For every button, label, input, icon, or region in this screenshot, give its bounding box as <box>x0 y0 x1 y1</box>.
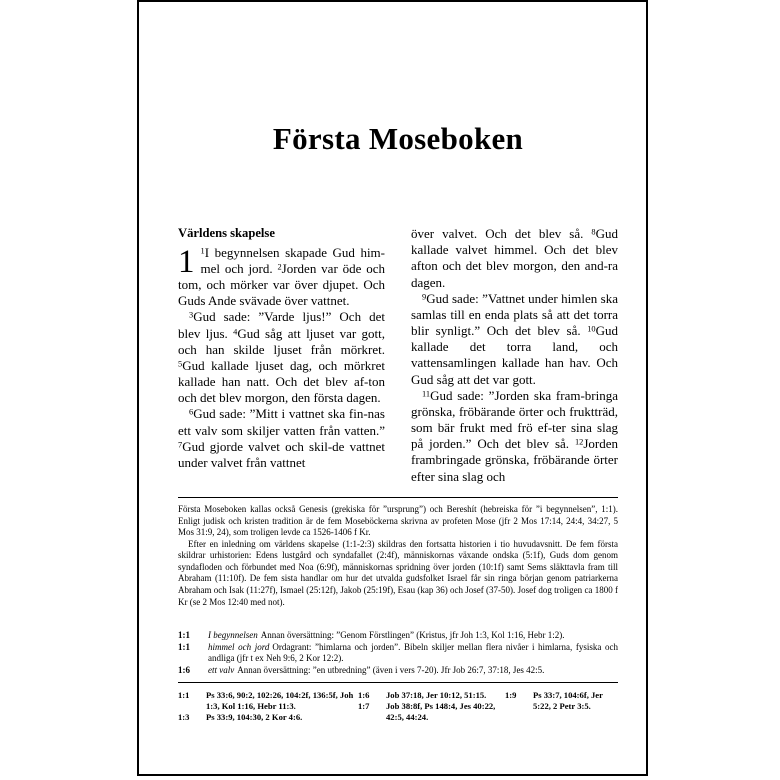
verse-text: Gud kallade valvet himmel. Och det blev afton och det blev morgon, den and-ra dagen. <box>411 226 618 290</box>
right-column-paragraphs <box>411 226 618 485</box>
verse-paragraph <box>178 309 385 406</box>
page-content-area <box>178 2 618 778</box>
verse-text: Gud sade: ”Varde ljus!” Och det blev ljus. <box>178 309 385 341</box>
page-title: Första Moseboken <box>272 121 524 156</box>
footnote-text: Ordagrant: ”himlarna och jorden”. Bibeln skiljer mellan flera nivåer i himlarna, fysiska och andliga (jfr t ex Neh 9:6, 2 Kor 12:2). <box>208 641 618 664</box>
verse-text: Gud sade: ”Mitt i vattnet ska fin-nas ett valv som skiljer vatten från vatten.” <box>178 406 385 438</box>
verse-text: Gud kallade det torra land, och vattensamlingen kallade han hav. Och Gud såg att det var gott. <box>411 323 618 387</box>
crossref-text: Job 38:8f, Ps 148:4, Jes 40:22, 42:5, 44:24. <box>386 701 496 723</box>
verse-paragraph <box>178 406 385 471</box>
footnote-text: Annan översättning: ”en utbredning” (även i vers 7-20). Jfr Job 26:7, 37:18, Jes 42:5. <box>237 664 545 675</box>
book-page <box>137 0 648 776</box>
verse-text: Gud kallade ljuset dag, och mörkret kallade han natt. Och det blev af-ton och det blev morgon, den första dagen. <box>178 357 385 406</box>
footnote-verse-ref: 1:1 <box>178 641 190 652</box>
footnote-body <box>208 642 618 665</box>
crossref-row <box>358 690 498 701</box>
footnote-verse-ref: 1:6 <box>178 664 190 675</box>
footnote-body <box>208 665 618 677</box>
verse-number: 6 <box>189 407 194 417</box>
verse-number: 9 <box>422 292 427 302</box>
verse-number: 10 <box>587 324 596 334</box>
verse-text: Gud gjorde valvet och skil-de vattnet under valvet från vattnet <box>178 438 385 470</box>
footnote-list <box>178 630 618 676</box>
crossref-column-1 <box>178 690 356 724</box>
verse-text: Gud sade: ”Jorden ska fram-bringa grönska, fröbärande örter och fruktträd, som bär frukt med frö ef-ter sina slag på jorden.” Och det blev så. <box>411 387 618 452</box>
verse-number: 11 <box>422 389 431 399</box>
section-heading: Världens skapelse <box>178 226 275 240</box>
verse-number: 7 <box>178 440 183 450</box>
footnote-lemma: himmel och jord <box>208 641 270 652</box>
crossref-text: Ps 33:7, 104:6f, Jer 5:22, 2 Petr 3:5. <box>533 690 603 712</box>
scripture-column-left <box>178 226 385 471</box>
footnote-lemma: I begynnelsen <box>208 630 258 640</box>
verse-paragraph <box>178 245 385 310</box>
footnote-row <box>178 630 618 642</box>
verse-number: 8 <box>591 227 596 237</box>
crossref-row <box>505 690 618 712</box>
verse-paragraph <box>411 291 618 388</box>
verse-text: Jorden frambringade grönska, fröbärande örter efter sina slag och <box>411 436 618 484</box>
footnote-verse-ref: 1:1 <box>178 630 190 640</box>
crossref-verse-ref: 1:6 <box>358 690 370 700</box>
crossref-text: Job 37:18, Jer 10:12, 51:15. <box>386 690 487 700</box>
verse-number: 1 <box>200 246 205 256</box>
crossref-row <box>178 712 356 723</box>
verse-paragraph <box>411 388 618 485</box>
book-introduction <box>178 504 618 608</box>
crossref-verse-ref: 1:1 <box>178 690 190 700</box>
verse-number: 2 <box>277 262 282 272</box>
verse-text: I begynnelsen skapade Gud him-mel och jord. <box>200 244 385 276</box>
verse-text: Jorden var öde och tom, och mörker var över djupet. Och Guds Ande svävade över vattnet. <box>178 260 385 309</box>
verse-text: Gud såg att ljuset var gott, och han skilde ljuset från mörkret. <box>178 325 386 357</box>
footnote-row <box>178 665 618 677</box>
footnote-row <box>178 642 618 665</box>
chapter-dropcap: 1 <box>178 243 195 280</box>
intro-paragraph-2: Efter en inledning om världens skapelse (1:1-2:3) skildras den fortsatta historien i tio huvudavsnitt. De fem första skildrar urhistorien: Edens lustgård och syndafallet (2:4f), människornas växande ondska (5:1f), Guds dom genom syndafloden och förbundet med Noa (6:9f), människornas spridning över jorden (10:1f) samt Sems släkttavla fram till Abraham (11:10f). De fem sista handlar om hur det utvalda gudsfolket Israel får sin ringa början genom patriarkerna Abraham och Isak (11:27f), Ismael (25:12f), Jakob (25:19f), Esau (kap 36) och Josef (37-50). Josef dog troligen ca 1800 f Kr (se 2 Mos 12:40 med not). <box>178 538 618 607</box>
crossref-row <box>178 690 356 712</box>
verse-text: Gud sade: ”Vattnet under himlen ska samlas till en enda plats så att det torra blir synligt.” Och det blev så. <box>411 290 618 339</box>
verse-number: 12 <box>574 437 584 447</box>
crossref-text: Ps 33:9, 104:30, 2 Kor 4:6. <box>206 712 303 723</box>
crossref-divider <box>178 682 618 683</box>
crossref-verse-ref: 1:9 <box>505 690 517 700</box>
intro-divider <box>178 497 618 498</box>
verse-number: 3 <box>189 310 194 320</box>
footnote-lemma: ett valv <box>208 664 235 675</box>
crossref-verse-ref: 1:7 <box>358 701 370 712</box>
left-column-paragraphs <box>178 245 385 471</box>
intro-paragraph-1: Första Moseboken kallas också Genesis (grekiska för ”ursprung”) och Bereshít (hebreiska för ”i begynnelsen”, 1:1). Enligt judisk och kristen tradition är de fem Moseböckerna skrivna av profeten Mose (jfr 2 Mos 17:14, 24:4, 34:27, 5 Mos 31:9, 24), som troligen levde ca 1526-1406 f Kr. <box>178 504 618 538</box>
footnote-text: Annan översättning: ”Genom Förstlingen” (Kristus, jfr Joh 1:3, Kol 1:16, Hebr 1:2). <box>260 630 565 640</box>
scripture-body <box>178 226 618 488</box>
crossref-column-2 <box>358 690 498 724</box>
verse-number: 5 <box>178 359 183 369</box>
crossref-column-3 <box>505 690 618 712</box>
scripture-column-right <box>411 226 618 485</box>
crossref-row <box>358 701 498 723</box>
verse-paragraph <box>411 226 618 291</box>
crossref-verse-ref: 1:3 <box>178 712 190 723</box>
footnote-body <box>208 630 618 642</box>
verse-number: 4 <box>233 327 238 337</box>
verse-text: över valvet. Och det blev så. <box>411 226 592 241</box>
crossref-text: Ps 33:6, 90:2, 102:26, 104:2f, 136:5f, Joh 1:3, Kol 1:16, Hebr 11:3. <box>206 690 354 712</box>
